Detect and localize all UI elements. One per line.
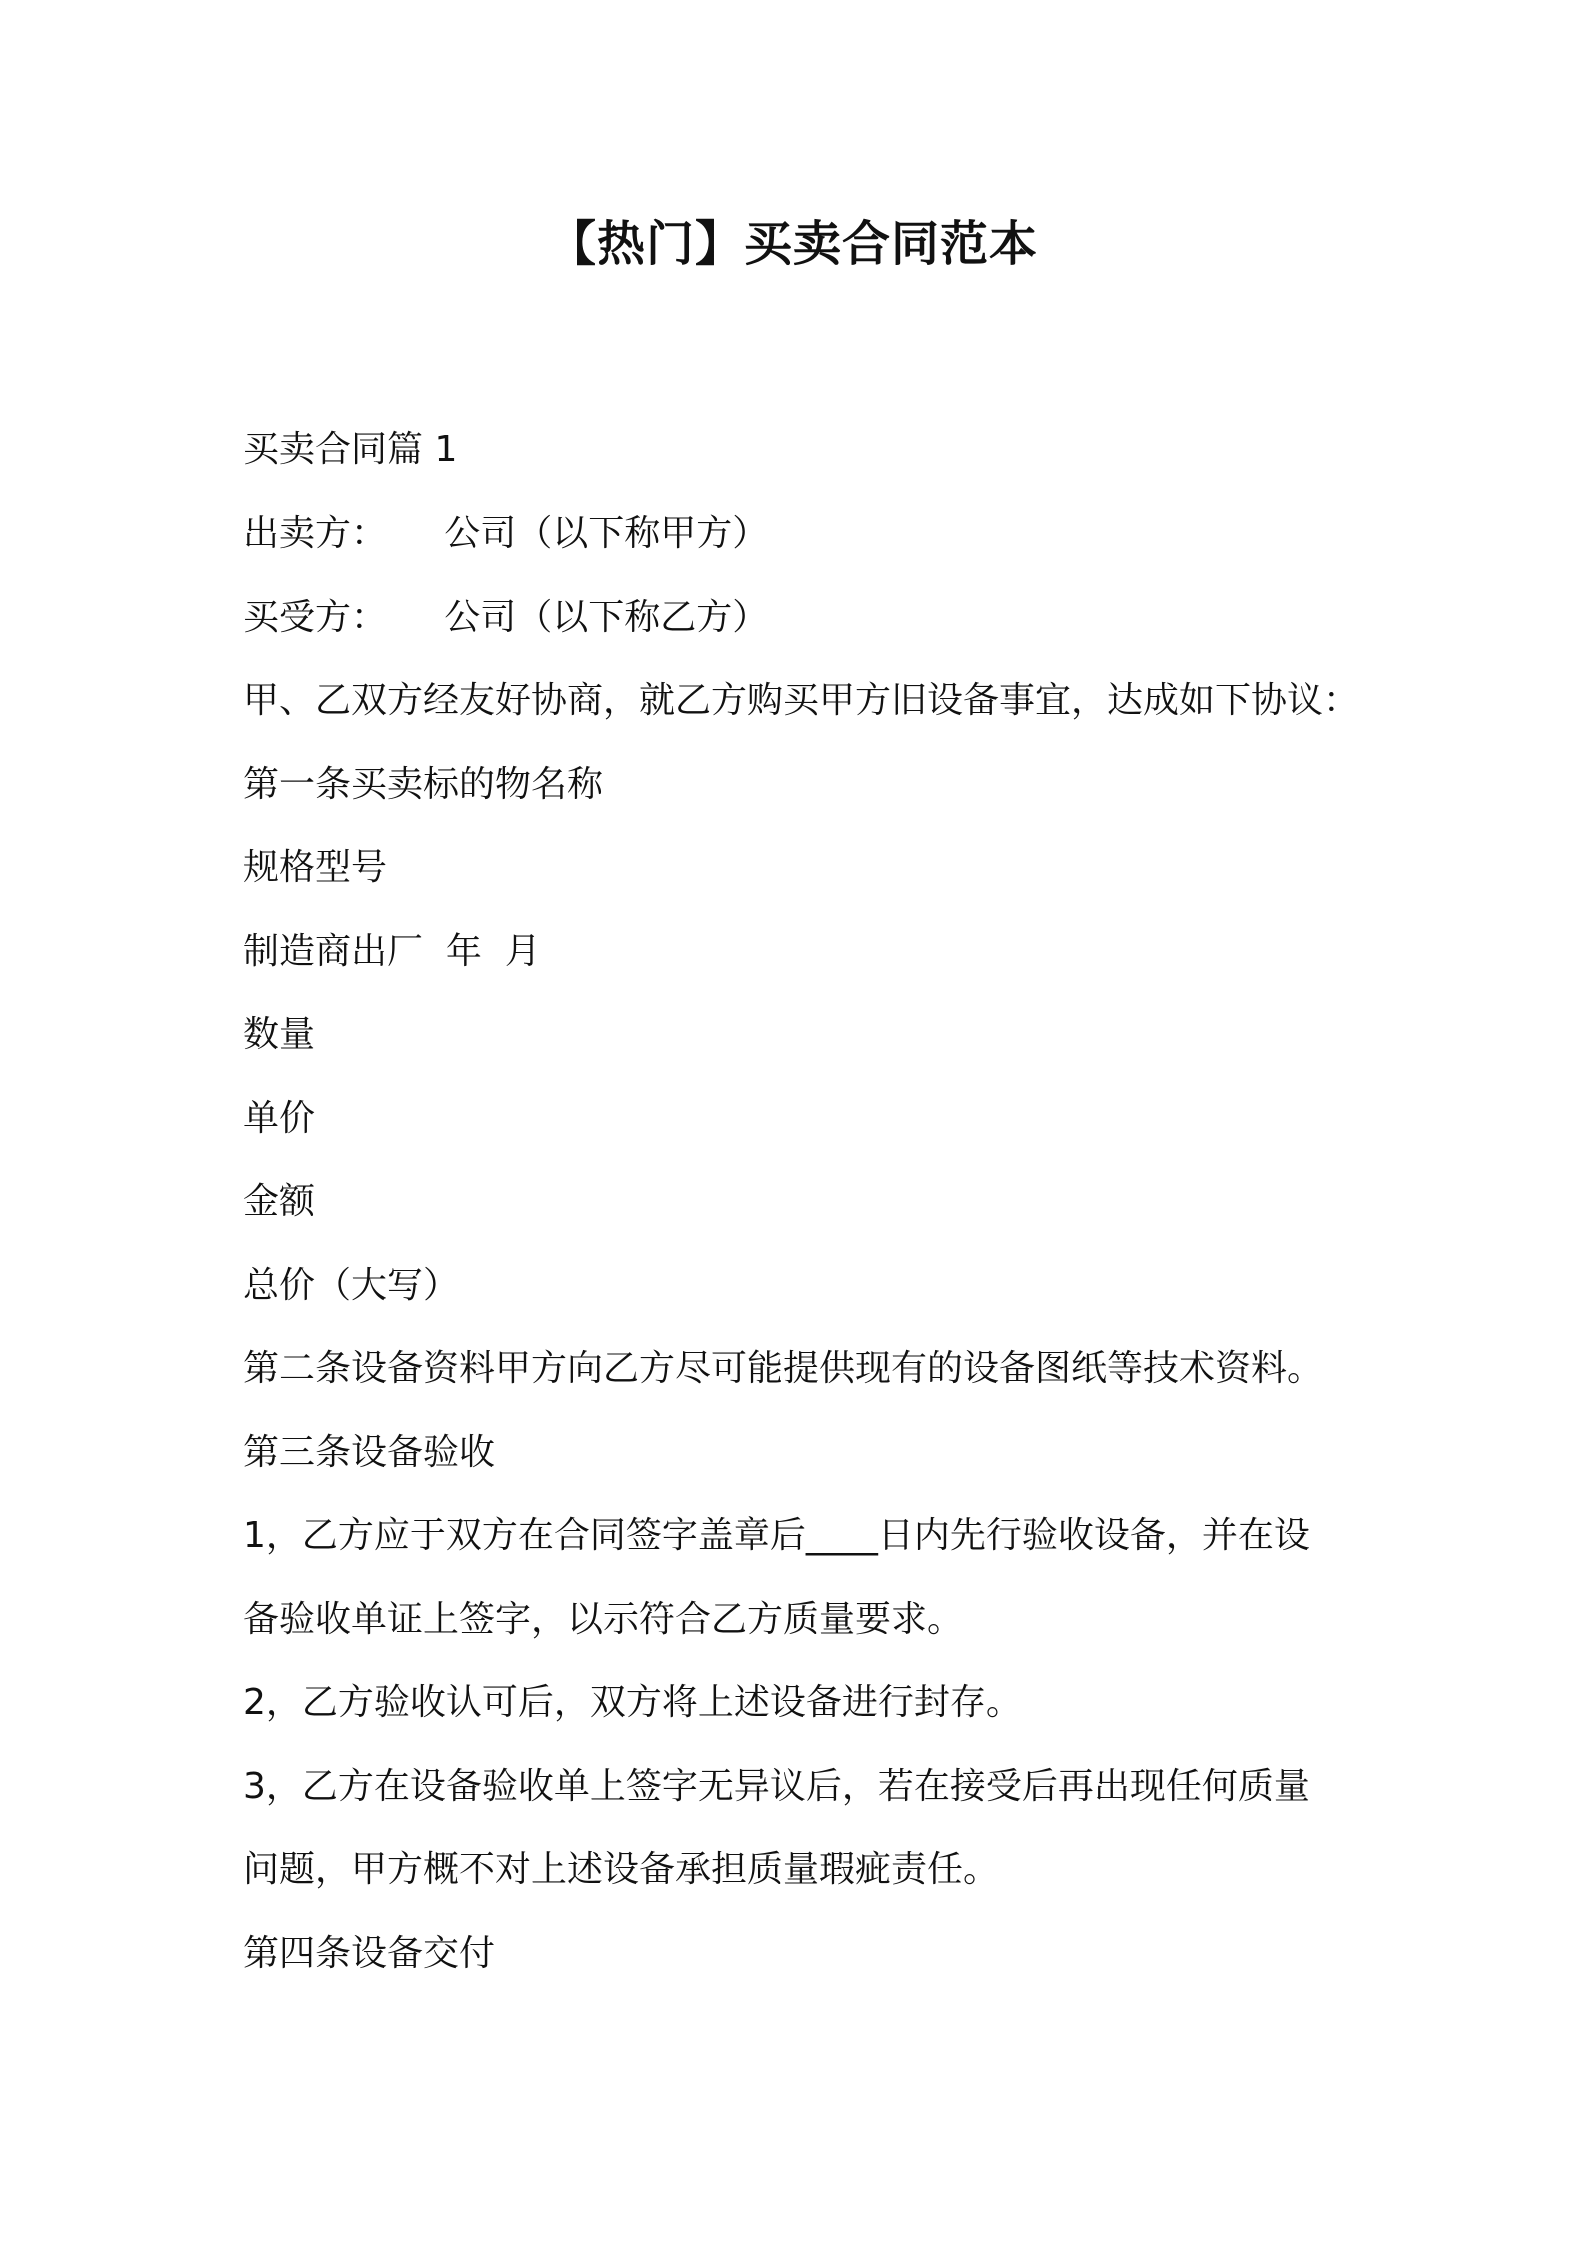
agreement-intro: 甲、乙双方经友好协商，就乙方购买甲方旧设备事宜，达成如下协议： — [243, 680, 1360, 721]
document-title: 【热门】买卖合同范本 — [547, 216, 1038, 272]
total-price-line: 总价（大写） — [243, 1264, 460, 1306]
manufacturer-line: 制造商出厂 年 月 — [243, 930, 541, 972]
document-body — [243, 408, 1363, 1995]
clause-1-line-2: 备验收单证上签字，以示符合乙方质量要求。 — [243, 1598, 964, 1640]
amount-line: 金额 — [243, 1181, 316, 1222]
clause-3-line-2: 问题，甲方概不对上述设备承担质量瑕疵责任。 — [243, 1849, 1000, 1890]
buyer-line: 买受方： 公司（以下称乙方） — [243, 596, 769, 638]
clause-2-line: 2，乙方验收认可后，双方将上述设备进行封存。 — [243, 1682, 1022, 1723]
article-1-heading: 第一条买卖标的物名称 — [243, 763, 604, 805]
quantity-line: 数量 — [243, 1014, 316, 1055]
article-4-heading: 第四条设备交付 — [243, 1932, 496, 1974]
unit-price-line: 单价 — [243, 1097, 316, 1139]
article-2-line: 第二条设备资料甲方向乙方尽可能提供现有的设备图纸等技术资料。 — [243, 1348, 1324, 1389]
article-3-heading: 第三条设备验收 — [243, 1431, 496, 1473]
clause-1-line-1: 1，乙方应于双方在合同签字盖章后____日内先行验收设备，并在设 — [243, 1515, 1310, 1556]
section-heading: 买卖合同篇 1 — [243, 429, 458, 470]
spec-model-line: 规格型号 — [243, 847, 388, 888]
seller-line: 出卖方： 公司（以下称甲方） — [243, 513, 769, 554]
clause-3-line-1: 3，乙方在设备验收单上签字无异议后，若在接受后再出现任何质量 — [243, 1765, 1310, 1807]
